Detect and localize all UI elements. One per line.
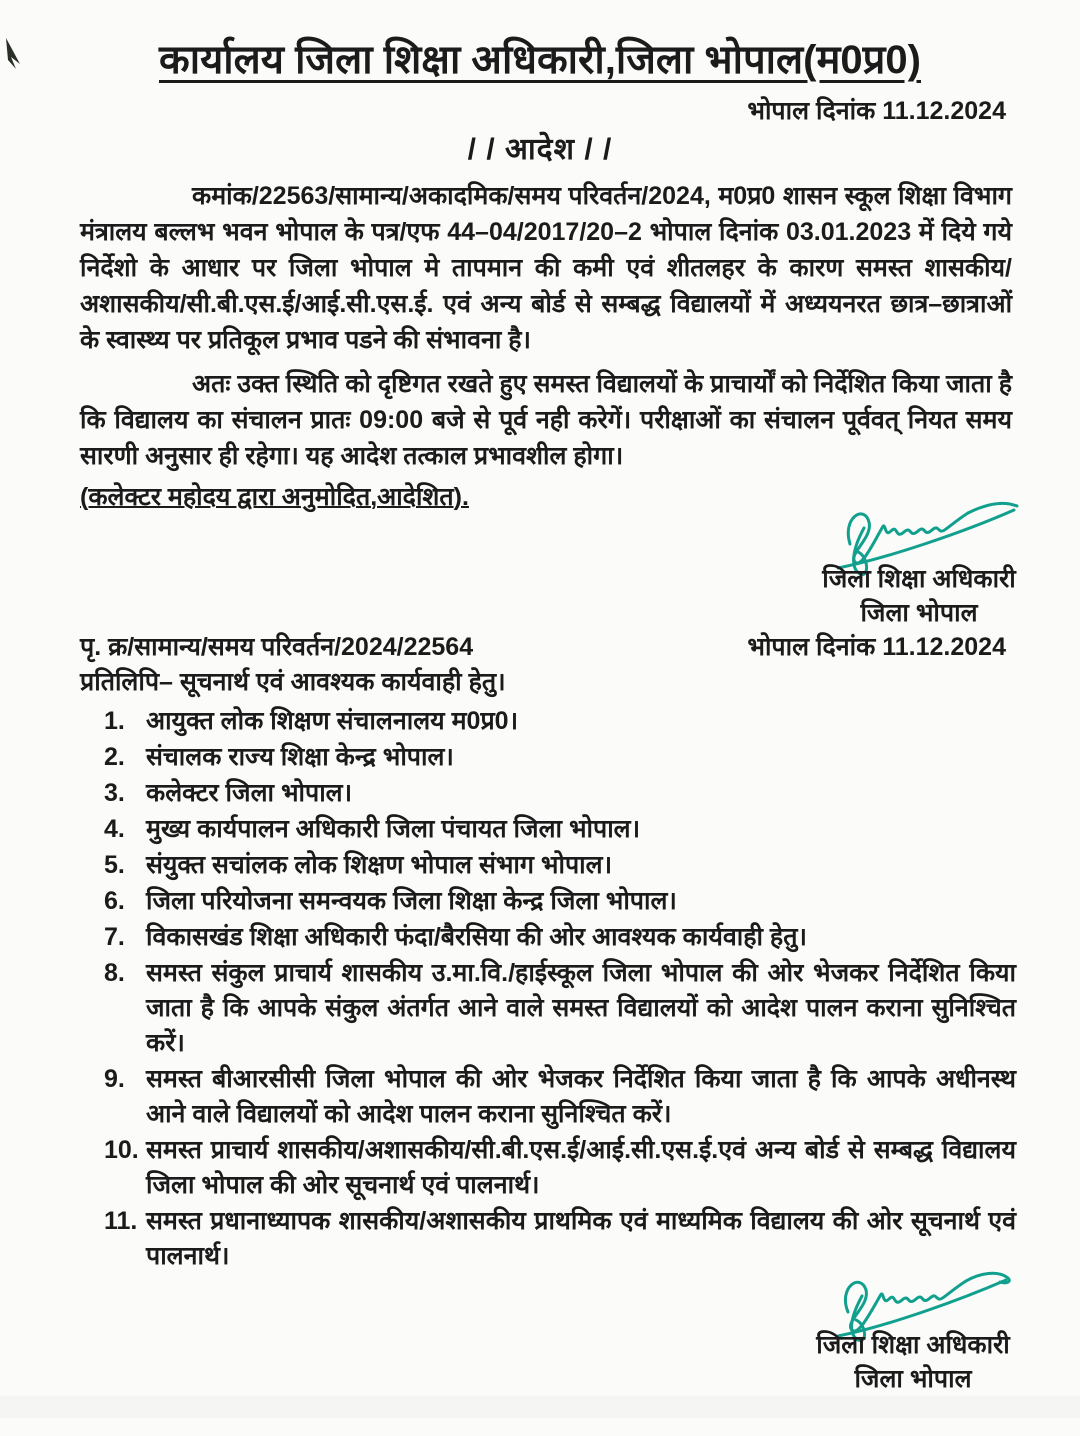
item-number: 3.	[104, 779, 125, 807]
endorsement-number: पृ. क्र/सामान्य/समय परिवर्तन/2024/22564	[80, 633, 474, 661]
copy-to-line: प्रतिलिपि– सूचनार्थ एवं आवश्यक कार्यवाही हेतु।	[80, 668, 506, 696]
item-text: समस्त प्रधानाध्यापक शासकीय/अशासकीय प्राथमिक एवं माध्यमिक विद्यालय की ओर सूचनार्थ एवं पालनार्थ।	[146, 1207, 1016, 1270]
list-item	[104, 848, 1016, 883]
item-number: 7.	[104, 923, 125, 951]
item-text: समस्त प्राचार्य शासकीय/अशासकीय/सी.बी.एस.ई/आई.सी.एस.ई.एवं अन्य बोर्ड से सम्बद्ध विद्यालय जिला भोपाल की ओर सूचनार्थ एवं पालनार्थ।	[146, 1136, 1016, 1199]
header-date-line: भोपाल दिनांक 11.12.2024	[747, 97, 1006, 125]
signatory-designation-bottom: जिला शिक्षा अधिकारी	[816, 1331, 1010, 1359]
signatory-place-top: जिला भोपाल	[860, 599, 978, 627]
item-number: 10.	[104, 1136, 139, 1164]
order-paragraph-2: अतः उक्त स्थिति को दृष्टिगत रखते हुए समस्त विद्यालयों के प्राचार्यों को निर्देशित किया जाता है कि विद्यालय का संचालन प्रातः 09:00 बजे से पूर्व नही करेगें। परीक्षाओं का संचालन पूर्ववत् नियत समय सारणी अनुसार ही रहेगा। यह आदेश तत्काल प्रभावशील होगा।	[80, 370, 1012, 470]
office-title: कार्यालय जिला शिक्षा अधिकारी,जिला भोपाल(म0प्र0)	[159, 38, 921, 82]
item-text: कलेक्टर जिला भोपाल।	[146, 779, 353, 807]
list-item	[104, 776, 1016, 811]
corner-pen-mark-icon	[2, 36, 28, 72]
item-text: जिला परियोजना समन्वयक जिला शिक्षा केन्द्र जिला भोपाल।	[146, 887, 677, 915]
signature-block-top	[814, 498, 1024, 630]
list-item	[104, 812, 1016, 847]
item-text: आयुक्त लोक शिक्षण संचालनालय म0प्र0।	[146, 707, 519, 735]
list-item	[104, 1062, 1016, 1132]
scan-noise-band	[0, 1396, 1080, 1418]
item-number: 2.	[104, 743, 125, 771]
distribution-list	[104, 704, 1016, 1274]
list-item	[104, 1204, 1016, 1274]
item-number: 11.	[104, 1207, 138, 1235]
item-number: 1.	[104, 707, 125, 735]
item-text: संयुक्त सचांलक लोक शिक्षण भोपाल संभाग भोपाल।	[146, 851, 613, 879]
endorsement-date: भोपाल दिनांक 11.12.2024	[747, 633, 1006, 661]
item-number: 8.	[104, 959, 125, 987]
list-item	[104, 704, 1016, 739]
order-paragraph-1: कमांक/22563/सामान्य/अकादमिक/समय परिवर्तन/2024, म0प्र0 शासन स्कूल शिक्षा विभाग मंत्रालय बल्लभ भवन भोपाल के पत्र/एफ 44–04/2017/20–2 भोपाल दिनांक 03.01.2023 में दिये गये निर्देशो के आधार पर जिला भोपाल मे तापमान की कमी एवं शीतलहर के कारण समस्त शासकीय/अशासकीय/सी.बी.एस.ई/आई.सी.एस.ई. एवं अन्य बोर्ड से सम्बद्ध विद्यालयों में अध्ययनरत छात्र–छात्राओं के स्वास्थ्य पर प्रतिकूल प्रभाव पडने की संभावना है।	[80, 182, 1012, 354]
endorsement-row	[80, 630, 1006, 665]
collector-approval-line: (कलेक्टर महोदय द्वारा अनुमोदित,आदेशित).	[80, 483, 469, 511]
list-item	[104, 884, 1016, 919]
item-number: 6.	[104, 887, 125, 915]
item-number: 9.	[104, 1065, 125, 1093]
list-item	[104, 956, 1016, 1061]
order-heading: / / आदेश / /	[467, 133, 613, 166]
list-item	[104, 740, 1016, 775]
list-item	[104, 1133, 1016, 1203]
item-text: विकासखंड शिक्षा अधिकारी फंदा/बैरसिया की ओर आवश्यक कार्यवाही हेतु।	[146, 923, 807, 951]
list-item	[104, 920, 1016, 955]
signature-block-bottom	[808, 1268, 1018, 1396]
item-number: 5.	[104, 851, 125, 879]
signatory-place-bottom: जिला भोपाल	[854, 1365, 972, 1393]
item-text: समस्त संकुल प्राचार्य शासकीय उ.मा.वि./हाईस्कूल जिला भोपाल की ओर भेजकर निर्देशित किया जाता है कि आपके संकुल अंतर्गत आने वाले समस्त विद्यालयों को आदेश पालन कराना सुनिश्चित करें।	[146, 959, 1016, 1057]
item-text: समस्त बीआरसीसी जिला भोपाल की ओर भेजकर निर्देशित किया जाता है कि आपके अधीनस्थ आने वाले विद्यालयों को आदेश पालन कराना सुनिश्चित करें।	[146, 1065, 1016, 1128]
item-text: मुख्य कार्यपालन अधिकारी जिला पंचायत जिला भोपाल।	[146, 815, 641, 843]
item-number: 4.	[104, 815, 125, 843]
item-text: संचालक राज्य शिक्षा केन्द्र भोपाल।	[146, 743, 454, 771]
signatory-designation-top: जिला शिक्षा अधिकारी	[822, 565, 1016, 593]
